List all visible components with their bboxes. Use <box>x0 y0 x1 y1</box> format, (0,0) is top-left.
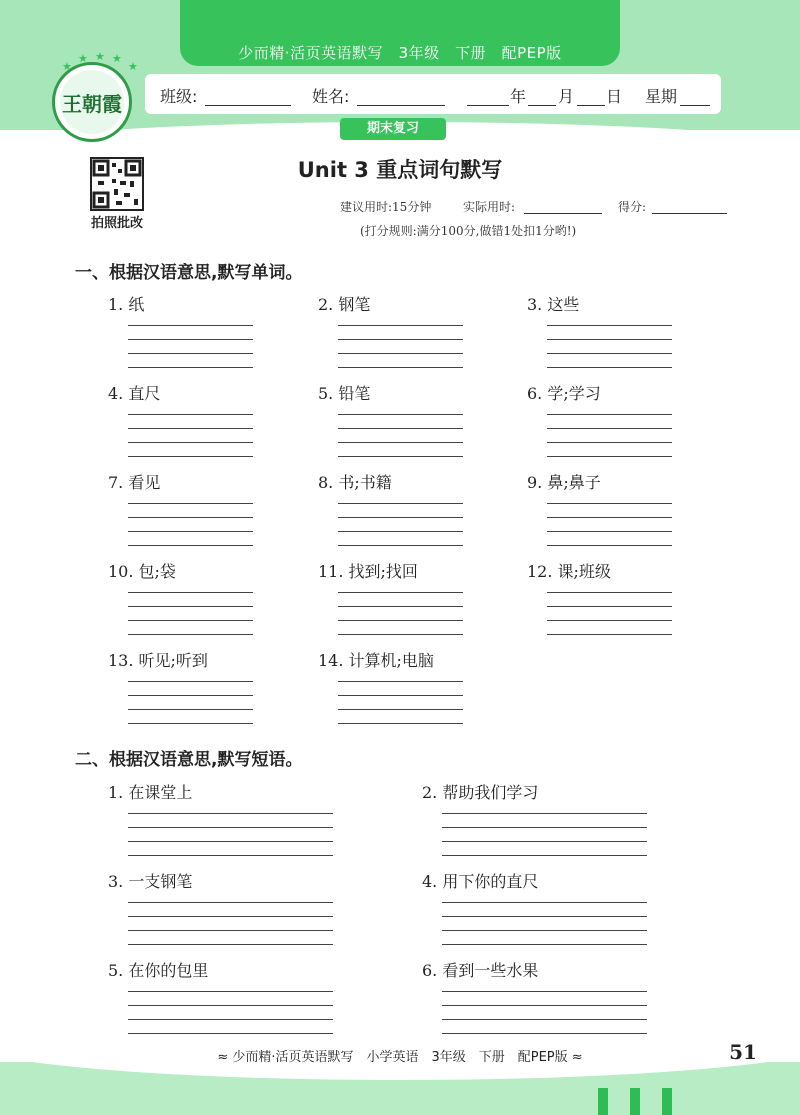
answer-line[interactable] <box>128 620 253 621</box>
month-label: 月 <box>558 87 575 106</box>
answer-line[interactable] <box>442 813 647 814</box>
answer-line[interactable] <box>547 414 672 415</box>
answer-line[interactable] <box>128 325 253 326</box>
week-field[interactable] <box>680 105 710 106</box>
word-item-label: 9. 鼻;鼻子 <box>527 473 601 492</box>
answer-line[interactable] <box>442 930 647 931</box>
answer-line[interactable] <box>547 428 672 429</box>
phrase-item-label: 6. 看到一些水果 <box>422 961 539 980</box>
word-item-label: 2. 钢笔 <box>318 295 371 314</box>
answer-line[interactable] <box>128 353 253 354</box>
answer-line[interactable] <box>128 367 253 368</box>
phrase-item-label: 3. 一支钢笔 <box>108 872 193 891</box>
answer-line[interactable] <box>128 456 253 457</box>
answer-line[interactable] <box>128 944 333 945</box>
answer-line[interactable] <box>128 855 333 856</box>
answer-line[interactable] <box>547 620 672 621</box>
actual-time-field[interactable] <box>524 213 602 214</box>
year-field[interactable] <box>467 105 509 106</box>
answer-line[interactable] <box>338 353 463 354</box>
answer-line[interactable] <box>338 503 463 504</box>
phrase-item-label: 2. 帮助我们学习 <box>422 783 539 802</box>
decor-bar <box>598 1088 608 1115</box>
word-item-label: 3. 这些 <box>527 295 580 314</box>
word-item-label: 8. 书;书籍 <box>318 473 392 492</box>
answer-line[interactable] <box>338 428 463 429</box>
answer-line[interactable] <box>338 681 463 682</box>
answer-line[interactable] <box>128 1005 333 1006</box>
series-title: 少而精·活页英语默写 3年级 下册 配PEP版 <box>238 44 562 62</box>
star-icon: ★ <box>95 50 105 63</box>
name-label: 姓名: <box>312 87 350 106</box>
answer-line[interactable] <box>128 531 253 532</box>
answer-line[interactable] <box>128 991 333 992</box>
answer-line[interactable] <box>442 916 647 917</box>
word-item-label: 6. 学;学习 <box>527 384 601 403</box>
answer-line[interactable] <box>338 456 463 457</box>
answer-line[interactable] <box>128 709 253 710</box>
answer-line[interactable] <box>338 531 463 532</box>
answer-line[interactable] <box>128 339 253 340</box>
page-title: Unit 3 重点词句默写 <box>297 158 503 182</box>
answer-line[interactable] <box>128 503 253 504</box>
word-item-label: 13. 听见;听到 <box>108 651 208 670</box>
answer-line[interactable] <box>442 944 647 945</box>
answer-line[interactable] <box>338 606 463 607</box>
answer-line[interactable] <box>128 916 333 917</box>
answer-line[interactable] <box>547 339 672 340</box>
scoring-rule: (打分规则:满分100分,做错1处扣1分哟!) <box>360 224 577 238</box>
answer-line[interactable] <box>128 634 253 635</box>
class-label: 班级: <box>160 87 198 106</box>
answer-line[interactable] <box>547 606 672 607</box>
answer-line[interactable] <box>338 545 463 546</box>
answer-line[interactable] <box>338 442 463 443</box>
answer-line[interactable] <box>338 723 463 724</box>
word-item-label: 4. 直尺 <box>108 384 161 403</box>
name-field[interactable] <box>357 105 445 106</box>
phrase-item-label: 5. 在你的包里 <box>108 961 209 980</box>
qr-label: 拍照批改 <box>90 216 143 231</box>
week-label: 星期 <box>645 87 678 106</box>
year-label: 年 <box>510 87 527 106</box>
word-item-label: 12. 课;班级 <box>527 562 611 581</box>
section-2-heading: 二、根据汉语意思,默写短语。 <box>75 750 303 770</box>
answer-line[interactable] <box>442 1005 647 1006</box>
answer-line[interactable] <box>128 606 253 607</box>
word-item-label: 1. 纸 <box>108 295 145 314</box>
answer-line[interactable] <box>442 841 647 842</box>
star-icon: ★ <box>78 52 88 65</box>
answer-line[interactable] <box>442 1019 647 1020</box>
answer-line[interactable] <box>128 442 253 443</box>
star-icon: ★ <box>112 52 122 65</box>
answer-line[interactable] <box>338 620 463 621</box>
answer-line[interactable] <box>128 902 333 903</box>
qr-code-icon[interactable] <box>90 157 144 211</box>
answer-line[interactable] <box>128 414 253 415</box>
suggested-time: 建议用时:15分钟 <box>340 200 432 214</box>
answer-line[interactable] <box>442 1033 647 1034</box>
word-item-label: 14. 计算机;电脑 <box>318 651 434 670</box>
answer-line[interactable] <box>442 855 647 856</box>
answer-line[interactable] <box>547 592 672 593</box>
day-field[interactable] <box>577 105 605 106</box>
answer-line[interactable] <box>338 695 463 696</box>
answer-line[interactable] <box>547 531 672 532</box>
class-field[interactable] <box>205 105 291 106</box>
decor-bar <box>662 1088 672 1115</box>
answer-line[interactable] <box>128 841 333 842</box>
answer-line[interactable] <box>128 813 333 814</box>
score-field[interactable] <box>652 213 727 214</box>
phrase-item-label: 1. 在课堂上 <box>108 783 193 802</box>
page-number: 51 <box>729 1040 757 1064</box>
month-field[interactable] <box>528 105 556 106</box>
section-1-heading: 一、根据汉语意思,默写单词。 <box>75 263 303 283</box>
answer-line[interactable] <box>547 367 672 368</box>
answer-line[interactable] <box>128 723 253 724</box>
answer-line[interactable] <box>547 325 672 326</box>
answer-line[interactable] <box>547 353 672 354</box>
answer-line[interactable] <box>442 827 647 828</box>
answer-line[interactable] <box>442 991 647 992</box>
answer-line[interactable] <box>128 695 253 696</box>
actual-time-label: 实际用时: <box>463 200 516 214</box>
star-icon: ★ <box>62 60 72 73</box>
answer-line[interactable] <box>338 367 463 368</box>
word-item-label: 11. 找到;找回 <box>318 562 418 581</box>
review-tag: 期末复习 <box>340 118 446 140</box>
star-icon: ★ <box>128 60 138 73</box>
answer-line[interactable] <box>128 545 253 546</box>
score-label: 得分: <box>618 200 647 214</box>
answer-line[interactable] <box>338 592 463 593</box>
answer-line[interactable] <box>547 442 672 443</box>
answer-line[interactable] <box>338 517 463 518</box>
answer-line[interactable] <box>338 339 463 340</box>
answer-line[interactable] <box>128 517 253 518</box>
answer-line[interactable] <box>338 414 463 415</box>
answer-line[interactable] <box>442 902 647 903</box>
answer-line[interactable] <box>128 1033 333 1034</box>
answer-line[interactable] <box>128 592 253 593</box>
answer-line[interactable] <box>128 930 333 931</box>
answer-line[interactable] <box>128 428 253 429</box>
answer-line[interactable] <box>128 827 333 828</box>
student-info-box <box>145 74 721 114</box>
day-label: 日 <box>606 87 623 106</box>
answer-line[interactable] <box>338 634 463 635</box>
answer-line[interactable] <box>547 545 672 546</box>
answer-line[interactable] <box>128 1019 333 1020</box>
answer-line[interactable] <box>547 517 672 518</box>
phrase-item-label: 4. 用下你的直尺 <box>422 872 539 891</box>
answer-line[interactable] <box>338 709 463 710</box>
answer-line[interactable] <box>338 325 463 326</box>
decor-bar <box>630 1088 640 1115</box>
footer-text: ≈ 少而精·活页英语默写 小学英语 3年级 下册 配PEP版 ≈ <box>217 1050 583 1065</box>
answer-line[interactable] <box>547 503 672 504</box>
word-item-label: 7. 看见 <box>108 473 161 492</box>
logo-text: 王朝霞 <box>62 92 122 116</box>
word-item-label: 10. 包;袋 <box>108 562 176 581</box>
answer-line[interactable] <box>547 634 672 635</box>
answer-line[interactable] <box>128 681 253 682</box>
answer-line[interactable] <box>547 456 672 457</box>
word-item-label: 5. 铅笔 <box>318 384 371 403</box>
